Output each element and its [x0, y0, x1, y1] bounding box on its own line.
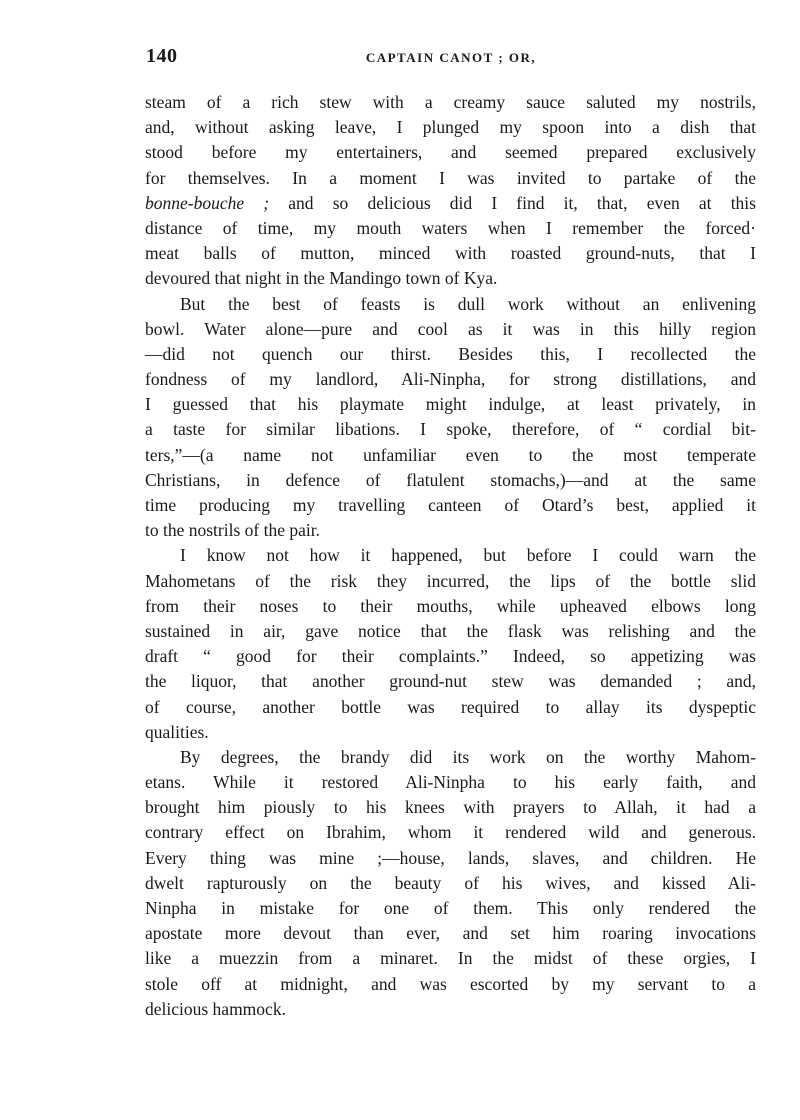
- italic-phrase: bonne-bouche ;: [145, 192, 270, 213]
- page-number: 140: [146, 45, 178, 67]
- text-line: of course, another bottle was required to allay its dyspeptic: [145, 696, 756, 717]
- paragraph-start-line: By degrees, the brandy did its work on the worthy Mahom-: [180, 746, 756, 767]
- running-title: CAPTAIN CANOT ; OR,: [365, 50, 537, 65]
- text-line: sustained in air, gave notice that the flask was relishing and the: [145, 620, 756, 641]
- text-line: time producing my travelling canteen of Otard’s best, applied it: [145, 495, 756, 515]
- text-line: steam of a rich stew with a creamy sauce saluted my nostrils,: [145, 92, 756, 112]
- text-line: I guessed that his playmate might indulge, at least privately, in: [145, 394, 756, 415]
- paragraph-end-line: delicious hammock.: [145, 998, 286, 1019]
- running-head: [146, 45, 756, 75]
- line-remainder: and so delicious did I find it, that, even at this: [269, 192, 756, 213]
- text-line: stole off at midnight, and was escorted by my servant to a: [145, 973, 756, 994]
- text-line: a taste for similar libations. I spoke, therefore, of “ cordial bit-: [145, 419, 756, 440]
- text-line: ters,”—(a name not unfamiliar even to the most temperate: [145, 444, 756, 465]
- text-line: draft “ good for their complaints.” Indeed, so appetizing was: [145, 646, 756, 667]
- text-line: bowl. Water alone—pure and cool as it was in this hilly region: [145, 318, 756, 339]
- text-line: [145, 191, 756, 216]
- text-line: Christians, in defence of flatulent stomachs,)—and at the same: [145, 469, 756, 490]
- text-line: Every thing was mine ;—house, lands, slaves, and children. He: [145, 847, 756, 868]
- text-line: Ninpha in mistake for one of them. This only rendered the: [145, 898, 756, 918]
- text-line: the liquor, that another ground-nut stew was demanded ; and,: [145, 671, 756, 692]
- paragraph-end-line: qualities.: [145, 721, 209, 742]
- text-line: for themselves. In a moment I was invited to partake of the: [145, 167, 756, 188]
- paragraph-end-line: to the nostrils of the pair.: [145, 520, 320, 541]
- text-line: like a muezzin from a minaret. In the midst of these orgies, I: [145, 948, 756, 969]
- text-line: stood before my entertainers, and seemed prepared exclusively: [145, 142, 756, 163]
- text-line: brought him piously to his knees with prayers to Allah, it had a: [145, 797, 756, 818]
- paragraph-start-line: I know not how it happened, but before I could warn the: [180, 545, 756, 566]
- text-line: meat balls of mutton, minced with roasted ground-nuts, that I: [145, 243, 756, 264]
- text-line: from their noses to their mouths, while upheaved elbows long: [145, 595, 756, 616]
- text-line: fondness of my landlord, Ali-Ninpha, for strong distillations, and: [145, 369, 756, 390]
- text-line: and, without asking leave, I plunged my spoon into a dish that: [145, 117, 756, 138]
- text-line: etans. While it restored Ali-Ninpha to his early faith, and: [145, 772, 756, 793]
- text-line: —did not quench our thirst. Besides this, I recollected the: [145, 343, 756, 364]
- paragraph-start-line: But the best of feasts is dull work without an enlivening: [180, 293, 756, 314]
- text-line: distance of time, my mouth waters when I remember the forced·: [145, 217, 756, 238]
- paragraph-end-line: devoured that night in the Mandingo town of Kya.: [145, 268, 498, 289]
- body-text: [145, 90, 756, 1022]
- text-line: apostate more devout than ever, and set him roaring invocations: [145, 923, 756, 944]
- text-line: dwelt rapturously on the beauty of his wives, and kissed Ali-: [145, 872, 756, 893]
- text-line: contrary effect on Ibrahim, whom it rendered wild and generous.: [145, 822, 756, 843]
- text-line: Mahometans of the risk they incurred, the lips of the bottle slid: [145, 570, 756, 591]
